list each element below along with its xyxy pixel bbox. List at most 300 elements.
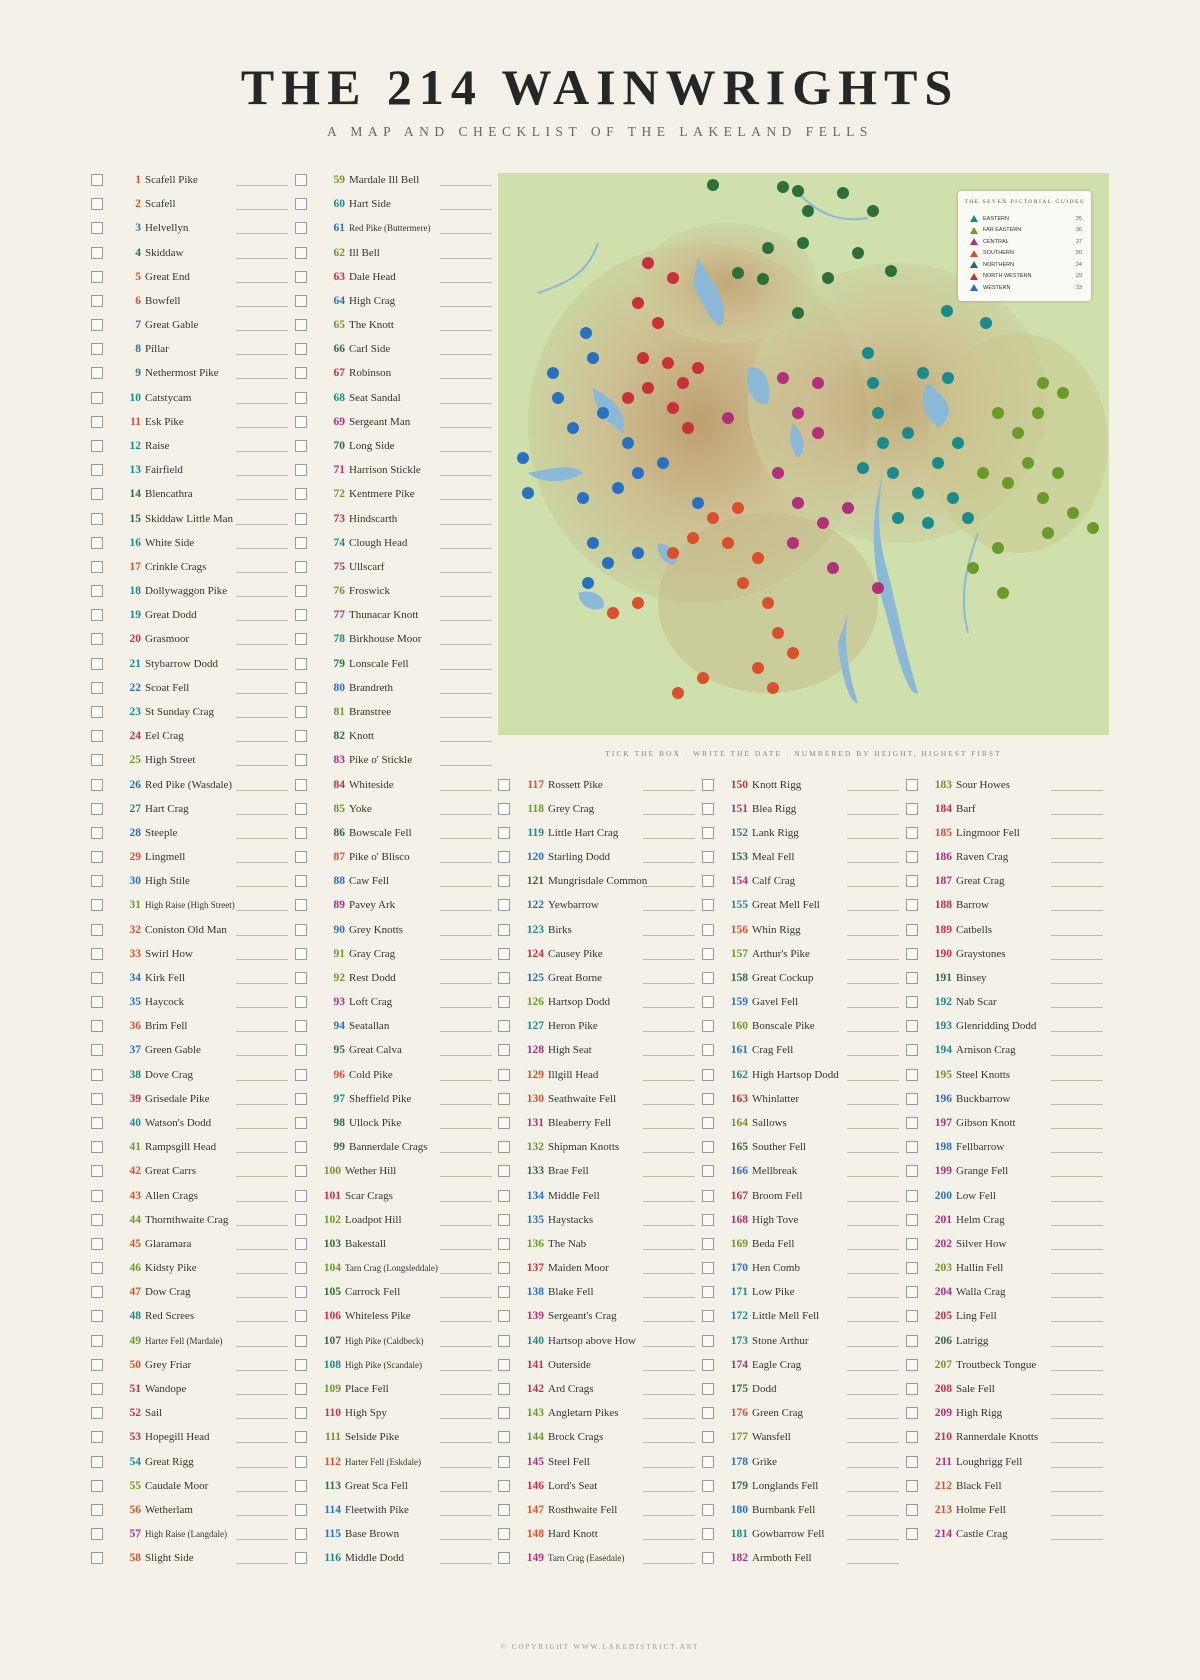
date-line[interactable] [440, 838, 492, 839]
fell-checkbox[interactable] [295, 367, 307, 379]
fell-checkbox[interactable] [295, 295, 307, 307]
date-line[interactable] [440, 258, 492, 259]
fell-checkbox[interactable] [906, 1504, 918, 1516]
date-line[interactable] [440, 475, 492, 476]
date-line[interactable] [643, 886, 695, 887]
fell-map[interactable] [498, 173, 1109, 735]
date-line[interactable] [1051, 1539, 1103, 1540]
date-line[interactable] [643, 1515, 695, 1516]
fell-checkbox[interactable] [295, 271, 307, 283]
date-line[interactable] [440, 959, 492, 960]
fell-checkbox[interactable] [906, 851, 918, 863]
fell-checkbox[interactable] [91, 875, 103, 887]
date-line[interactable] [440, 1442, 492, 1443]
fell-checkbox[interactable] [906, 1456, 918, 1468]
fell-checkbox[interactable] [295, 972, 307, 984]
date-line[interactable] [236, 717, 288, 718]
date-line[interactable] [440, 1418, 492, 1419]
fell-checkbox[interactable] [295, 1407, 307, 1419]
fell-checkbox[interactable] [91, 754, 103, 766]
date-line[interactable] [643, 1152, 695, 1153]
date-line[interactable] [643, 1031, 695, 1032]
fell-checkbox[interactable] [906, 1407, 918, 1419]
fell-checkbox[interactable] [91, 174, 103, 186]
date-line[interactable] [236, 1491, 288, 1492]
fell-checkbox[interactable] [702, 1214, 714, 1226]
date-line[interactable] [847, 1128, 899, 1129]
date-line[interactable] [236, 644, 288, 645]
fell-checkbox[interactable] [702, 996, 714, 1008]
fell-checkbox[interactable] [295, 924, 307, 936]
fell-checkbox[interactable] [498, 851, 510, 863]
date-line[interactable] [236, 306, 288, 307]
fell-checkbox[interactable] [906, 803, 918, 815]
date-line[interactable] [440, 1346, 492, 1347]
date-line[interactable] [236, 1031, 288, 1032]
fell-checkbox[interactable] [295, 1456, 307, 1468]
date-line[interactable] [643, 1394, 695, 1395]
date-line[interactable] [440, 451, 492, 452]
date-line[interactable] [236, 959, 288, 960]
date-line[interactable] [1051, 1055, 1103, 1056]
fell-checkbox[interactable] [295, 1069, 307, 1081]
fell-checkbox[interactable] [91, 609, 103, 621]
date-line[interactable] [440, 1515, 492, 1516]
date-line[interactable] [236, 862, 288, 863]
fell-checkbox[interactable] [91, 1238, 103, 1250]
date-line[interactable] [236, 1418, 288, 1419]
date-line[interactable] [236, 1104, 288, 1105]
fell-checkbox[interactable] [498, 1335, 510, 1347]
fell-checkbox[interactable] [91, 416, 103, 428]
date-line[interactable] [236, 403, 288, 404]
date-line[interactable] [440, 717, 492, 718]
date-line[interactable] [643, 1007, 695, 1008]
fell-checkbox[interactable] [295, 561, 307, 573]
date-line[interactable] [236, 185, 288, 186]
fell-checkbox[interactable] [91, 779, 103, 791]
date-line[interactable] [440, 1467, 492, 1468]
date-line[interactable] [236, 1467, 288, 1468]
fell-checkbox[interactable] [295, 779, 307, 791]
fell-checkbox[interactable] [906, 924, 918, 936]
fell-checkbox[interactable] [295, 174, 307, 186]
fell-checkbox[interactable] [498, 1214, 510, 1226]
fell-checkbox[interactable] [498, 1383, 510, 1395]
date-line[interactable] [236, 1346, 288, 1347]
date-line[interactable] [440, 185, 492, 186]
date-line[interactable] [847, 1539, 899, 1540]
fell-checkbox[interactable] [91, 585, 103, 597]
fell-checkbox[interactable] [702, 1141, 714, 1153]
fell-checkbox[interactable] [498, 1262, 510, 1274]
date-line[interactable] [440, 1370, 492, 1371]
date-line[interactable] [643, 1442, 695, 1443]
fell-checkbox[interactable] [295, 609, 307, 621]
date-line[interactable] [440, 524, 492, 525]
fell-checkbox[interactable] [295, 1214, 307, 1226]
fell-checkbox[interactable] [91, 1383, 103, 1395]
date-line[interactable] [847, 1297, 899, 1298]
fell-checkbox[interactable] [91, 899, 103, 911]
date-line[interactable] [643, 790, 695, 791]
fell-checkbox[interactable] [295, 222, 307, 234]
date-line[interactable] [847, 1201, 899, 1202]
date-line[interactable] [440, 1104, 492, 1105]
fell-checkbox[interactable] [498, 996, 510, 1008]
fell-checkbox[interactable] [906, 1069, 918, 1081]
fell-checkbox[interactable] [91, 1020, 103, 1032]
fell-checkbox[interactable] [702, 1456, 714, 1468]
date-line[interactable] [643, 1201, 695, 1202]
fell-checkbox[interactable] [295, 899, 307, 911]
fell-checkbox[interactable] [906, 1383, 918, 1395]
date-line[interactable] [440, 910, 492, 911]
date-line[interactable] [440, 1225, 492, 1226]
fell-checkbox[interactable] [295, 851, 307, 863]
date-line[interactable] [643, 959, 695, 960]
fell-checkbox[interactable] [91, 658, 103, 670]
fell-checkbox[interactable] [498, 1552, 510, 1564]
date-line[interactable] [847, 862, 899, 863]
fell-checkbox[interactable] [295, 1504, 307, 1516]
date-line[interactable] [236, 1201, 288, 1202]
date-line[interactable] [643, 1225, 695, 1226]
fell-checkbox[interactable] [702, 1190, 714, 1202]
date-line[interactable] [440, 1152, 492, 1153]
fell-checkbox[interactable] [295, 1117, 307, 1129]
fell-checkbox[interactable] [91, 1407, 103, 1419]
fell-checkbox[interactable] [498, 803, 510, 815]
fell-checkbox[interactable] [295, 1480, 307, 1492]
date-line[interactable] [1051, 910, 1103, 911]
fell-checkbox[interactable] [702, 1093, 714, 1105]
date-line[interactable] [1051, 1249, 1103, 1250]
date-line[interactable] [236, 1370, 288, 1371]
date-line[interactable] [847, 1031, 899, 1032]
fell-checkbox[interactable] [498, 1359, 510, 1371]
fell-checkbox[interactable] [498, 1117, 510, 1129]
fell-checkbox[interactable] [295, 996, 307, 1008]
fell-checkbox[interactable] [91, 513, 103, 525]
date-line[interactable] [643, 1418, 695, 1419]
fell-checkbox[interactable] [906, 1310, 918, 1322]
fell-checkbox[interactable] [295, 1286, 307, 1298]
fell-checkbox[interactable] [906, 1214, 918, 1226]
fell-checkbox[interactable] [498, 1310, 510, 1322]
fell-checkbox[interactable] [906, 972, 918, 984]
fell-checkbox[interactable] [702, 1044, 714, 1056]
fell-checkbox[interactable] [702, 1238, 714, 1250]
date-line[interactable] [236, 1539, 288, 1540]
date-line[interactable] [643, 1249, 695, 1250]
date-line[interactable] [236, 354, 288, 355]
fell-checkbox[interactable] [702, 1504, 714, 1516]
date-line[interactable] [1051, 1394, 1103, 1395]
fell-checkbox[interactable] [91, 682, 103, 694]
fell-checkbox[interactable] [91, 972, 103, 984]
date-line[interactable] [440, 669, 492, 670]
fell-checkbox[interactable] [91, 488, 103, 500]
date-line[interactable] [440, 1080, 492, 1081]
fell-checkbox[interactable] [91, 1141, 103, 1153]
fell-checkbox[interactable] [498, 827, 510, 839]
fell-checkbox[interactable] [91, 948, 103, 960]
fell-checkbox[interactable] [91, 392, 103, 404]
date-line[interactable] [236, 209, 288, 210]
date-line[interactable] [1051, 1080, 1103, 1081]
date-line[interactable] [440, 1249, 492, 1250]
date-line[interactable] [440, 1297, 492, 1298]
date-line[interactable] [236, 499, 288, 500]
fell-checkbox[interactable] [702, 948, 714, 960]
fell-checkbox[interactable] [702, 1117, 714, 1129]
date-line[interactable] [440, 378, 492, 379]
date-line[interactable] [643, 910, 695, 911]
date-line[interactable] [643, 1491, 695, 1492]
date-line[interactable] [440, 644, 492, 645]
date-line[interactable] [236, 1080, 288, 1081]
fell-checkbox[interactable] [906, 1335, 918, 1347]
fell-checkbox[interactable] [498, 779, 510, 791]
date-line[interactable] [440, 499, 492, 500]
fell-checkbox[interactable] [906, 1093, 918, 1105]
fell-checkbox[interactable] [91, 1335, 103, 1347]
date-line[interactable] [643, 1467, 695, 1468]
fell-checkbox[interactable] [91, 1359, 103, 1371]
fell-checkbox[interactable] [906, 899, 918, 911]
date-line[interactable] [236, 1249, 288, 1250]
date-line[interactable] [440, 765, 492, 766]
fell-checkbox[interactable] [498, 1286, 510, 1298]
fell-checkbox[interactable] [91, 1117, 103, 1129]
date-line[interactable] [236, 330, 288, 331]
fell-checkbox[interactable] [295, 319, 307, 331]
fell-checkbox[interactable] [295, 1141, 307, 1153]
date-line[interactable] [236, 524, 288, 525]
date-line[interactable] [440, 1176, 492, 1177]
fell-checkbox[interactable] [295, 1359, 307, 1371]
date-line[interactable] [236, 741, 288, 742]
date-line[interactable] [236, 1321, 288, 1322]
date-line[interactable] [440, 1128, 492, 1129]
date-line[interactable] [847, 959, 899, 960]
date-line[interactable] [236, 765, 288, 766]
date-line[interactable] [643, 1321, 695, 1322]
date-line[interactable] [440, 403, 492, 404]
date-line[interactable] [236, 378, 288, 379]
date-line[interactable] [847, 1321, 899, 1322]
date-line[interactable] [847, 1563, 899, 1564]
date-line[interactable] [1051, 790, 1103, 791]
fell-checkbox[interactable] [91, 803, 103, 815]
fell-checkbox[interactable] [295, 416, 307, 428]
date-line[interactable] [1051, 1225, 1103, 1226]
fell-checkbox[interactable] [702, 972, 714, 984]
date-line[interactable] [643, 814, 695, 815]
fell-checkbox[interactable] [906, 996, 918, 1008]
date-line[interactable] [847, 1467, 899, 1468]
fell-checkbox[interactable] [498, 1528, 510, 1540]
fell-checkbox[interactable] [91, 996, 103, 1008]
fell-checkbox[interactable] [91, 1093, 103, 1105]
fell-checkbox[interactable] [295, 440, 307, 452]
date-line[interactable] [1051, 862, 1103, 863]
date-line[interactable] [643, 1346, 695, 1347]
fell-checkbox[interactable] [498, 924, 510, 936]
date-line[interactable] [1051, 886, 1103, 887]
fell-checkbox[interactable] [906, 1359, 918, 1371]
date-line[interactable] [440, 1394, 492, 1395]
date-line[interactable] [440, 814, 492, 815]
fell-checkbox[interactable] [295, 464, 307, 476]
fell-checkbox[interactable] [295, 682, 307, 694]
fell-checkbox[interactable] [91, 1528, 103, 1540]
fell-checkbox[interactable] [295, 658, 307, 670]
fell-checkbox[interactable] [295, 1335, 307, 1347]
date-line[interactable] [236, 1152, 288, 1153]
date-line[interactable] [1051, 1370, 1103, 1371]
date-line[interactable] [440, 572, 492, 573]
fell-checkbox[interactable] [702, 1335, 714, 1347]
date-line[interactable] [847, 1442, 899, 1443]
date-line[interactable] [847, 983, 899, 984]
fell-checkbox[interactable] [906, 1528, 918, 1540]
date-line[interactable] [236, 475, 288, 476]
fell-checkbox[interactable] [702, 803, 714, 815]
date-line[interactable] [847, 814, 899, 815]
date-line[interactable] [643, 983, 695, 984]
date-line[interactable] [847, 790, 899, 791]
fell-checkbox[interactable] [906, 1190, 918, 1202]
fell-checkbox[interactable] [91, 1456, 103, 1468]
date-line[interactable] [236, 572, 288, 573]
fell-checkbox[interactable] [498, 948, 510, 960]
date-line[interactable] [847, 1491, 899, 1492]
date-line[interactable] [643, 935, 695, 936]
fell-checkbox[interactable] [702, 1552, 714, 1564]
date-line[interactable] [847, 1273, 899, 1274]
date-line[interactable] [440, 596, 492, 597]
fell-checkbox[interactable] [295, 948, 307, 960]
fell-checkbox[interactable] [702, 899, 714, 911]
date-line[interactable] [440, 1201, 492, 1202]
fell-checkbox[interactable] [91, 1504, 103, 1516]
fell-checkbox[interactable] [295, 1262, 307, 1274]
date-line[interactable] [847, 1152, 899, 1153]
fell-checkbox[interactable] [91, 1262, 103, 1274]
date-line[interactable] [236, 596, 288, 597]
fell-checkbox[interactable] [295, 1431, 307, 1443]
fell-checkbox[interactable] [498, 899, 510, 911]
fell-checkbox[interactable] [498, 1238, 510, 1250]
date-line[interactable] [236, 1273, 288, 1274]
fell-checkbox[interactable] [702, 827, 714, 839]
date-line[interactable] [1051, 1128, 1103, 1129]
date-line[interactable] [236, 838, 288, 839]
fell-checkbox[interactable] [702, 779, 714, 791]
date-line[interactable] [643, 1563, 695, 1564]
date-line[interactable] [236, 548, 288, 549]
fell-checkbox[interactable] [91, 247, 103, 259]
date-line[interactable] [1051, 1152, 1103, 1153]
fell-checkbox[interactable] [295, 537, 307, 549]
fell-checkbox[interactable] [702, 1383, 714, 1395]
date-line[interactable] [236, 1007, 288, 1008]
fell-checkbox[interactable] [295, 1165, 307, 1177]
date-line[interactable] [1051, 1467, 1103, 1468]
fell-checkbox[interactable] [295, 633, 307, 645]
fell-checkbox[interactable] [91, 827, 103, 839]
date-line[interactable] [236, 1563, 288, 1564]
date-line[interactable] [643, 1370, 695, 1371]
fell-checkbox[interactable] [91, 464, 103, 476]
fell-checkbox[interactable] [906, 827, 918, 839]
date-line[interactable] [1051, 1346, 1103, 1347]
fell-checkbox[interactable] [91, 1044, 103, 1056]
date-line[interactable] [643, 1128, 695, 1129]
date-line[interactable] [1051, 1031, 1103, 1032]
fell-checkbox[interactable] [702, 1165, 714, 1177]
date-line[interactable] [1051, 838, 1103, 839]
fell-checkbox[interactable] [498, 1020, 510, 1032]
fell-checkbox[interactable] [91, 537, 103, 549]
date-line[interactable] [1051, 1442, 1103, 1443]
fell-checkbox[interactable] [295, 754, 307, 766]
date-line[interactable] [1051, 1515, 1103, 1516]
fell-checkbox[interactable] [91, 1214, 103, 1226]
fell-checkbox[interactable] [498, 1407, 510, 1419]
date-line[interactable] [236, 983, 288, 984]
date-line[interactable] [236, 1225, 288, 1226]
date-line[interactable] [236, 886, 288, 887]
date-line[interactable] [847, 1249, 899, 1250]
fell-checkbox[interactable] [702, 875, 714, 887]
fell-checkbox[interactable] [498, 1165, 510, 1177]
fell-checkbox[interactable] [91, 1431, 103, 1443]
date-line[interactable] [643, 1297, 695, 1298]
date-line[interactable] [236, 1297, 288, 1298]
fell-checkbox[interactable] [906, 875, 918, 887]
fell-checkbox[interactable] [702, 851, 714, 863]
date-line[interactable] [440, 1563, 492, 1564]
date-line[interactable] [643, 838, 695, 839]
date-line[interactable] [847, 1346, 899, 1347]
date-line[interactable] [847, 1176, 899, 1177]
date-line[interactable] [440, 862, 492, 863]
date-line[interactable] [1051, 814, 1103, 815]
date-line[interactable] [440, 935, 492, 936]
date-line[interactable] [236, 814, 288, 815]
date-line[interactable] [643, 1055, 695, 1056]
fell-checkbox[interactable] [295, 1552, 307, 1564]
date-line[interactable] [1051, 1321, 1103, 1322]
date-line[interactable] [847, 1370, 899, 1371]
fell-checkbox[interactable] [91, 851, 103, 863]
date-line[interactable] [643, 1104, 695, 1105]
date-line[interactable] [1051, 1491, 1103, 1492]
date-line[interactable] [643, 1273, 695, 1274]
fell-checkbox[interactable] [702, 1262, 714, 1274]
fell-checkbox[interactable] [91, 706, 103, 718]
fell-checkbox[interactable] [702, 1431, 714, 1443]
date-line[interactable] [1051, 1176, 1103, 1177]
date-line[interactable] [440, 233, 492, 234]
fell-checkbox[interactable] [906, 1286, 918, 1298]
fell-checkbox[interactable] [498, 1504, 510, 1516]
fell-checkbox[interactable] [295, 803, 307, 815]
date-line[interactable] [236, 935, 288, 936]
